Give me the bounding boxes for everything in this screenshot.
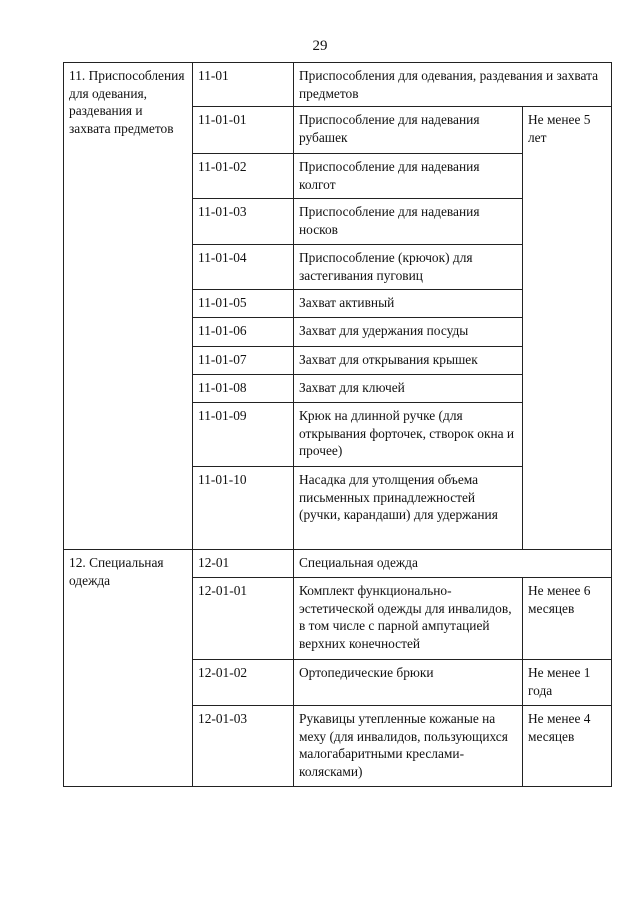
item-name: Приспособление для надевания рубашек <box>294 107 523 154</box>
term-cell: Не менее 4 месяцев <box>523 706 612 787</box>
item-code: 11-01-07 <box>193 347 294 375</box>
term-cell: Не менее 6 месяцев <box>523 578 612 660</box>
term-cell: Не менее 5 лет <box>523 107 612 550</box>
item-code: 11-01-05 <box>193 290 294 318</box>
item-name: Приспособление для надевания носков <box>294 199 523 245</box>
item-name: Захват для ключей <box>294 375 523 403</box>
item-code: 11-01-09 <box>193 403 294 467</box>
item-code: 11-01-03 <box>193 199 294 245</box>
page-number: 29 <box>312 38 328 54</box>
item-name: Комплект функционально-эстетической одежды для инвалидов, в том числе с парной ампутацией верхних конечностей <box>294 578 523 660</box>
item-name: Приспособление для надевания колгот <box>294 154 523 199</box>
item-code: 11-01-04 <box>193 245 294 290</box>
item-code: 11-01-06 <box>193 318 294 347</box>
item-name: Крюк на длинной ручке (для открывания форточек, створок окна и прочее) <box>294 403 523 467</box>
classification-table <box>63 62 612 787</box>
group-name: Приспособления для одевания, раздевания и захвата предметов <box>294 63 612 107</box>
item-name: Насадка для утолщения объема письменных принадлежностей (ручки, карандаши) для удержания <box>294 467 523 550</box>
item-name: Ортопедические брюки <box>294 660 523 706</box>
item-code: 12-01-02 <box>193 660 294 706</box>
item-name: Захват для открывания крышек <box>294 347 523 375</box>
item-code: 12-01-03 <box>193 706 294 787</box>
category-cell: 12. Специальная одежда <box>64 550 193 787</box>
item-name: Захват активный <box>294 290 523 318</box>
item-code: 12-01-01 <box>193 578 294 660</box>
group-code: 12-01 <box>193 550 294 578</box>
category-cell: 11. Приспособления для одевания, раздевания и захвата предметов <box>64 63 193 550</box>
group-name: Специальная одежда <box>294 550 612 578</box>
item-name: Захват для удержания посуды <box>294 318 523 347</box>
item-name: Рукавицы утепленные кожаные на меху (для инвалидов, пользующихся малогабаритными креслами-колясками) <box>294 706 523 787</box>
item-code: 11-01-02 <box>193 154 294 199</box>
item-code: 11-01-08 <box>193 375 294 403</box>
item-code: 11-01-01 <box>193 107 294 154</box>
item-name: Приспособление (крючок) для застегивания пуговиц <box>294 245 523 290</box>
table-row <box>64 550 612 578</box>
item-code: 11-01-10 <box>193 467 294 550</box>
term-cell: Не менее 1 года <box>523 660 612 706</box>
table-row <box>64 63 612 107</box>
group-code: 11-01 <box>193 63 294 107</box>
